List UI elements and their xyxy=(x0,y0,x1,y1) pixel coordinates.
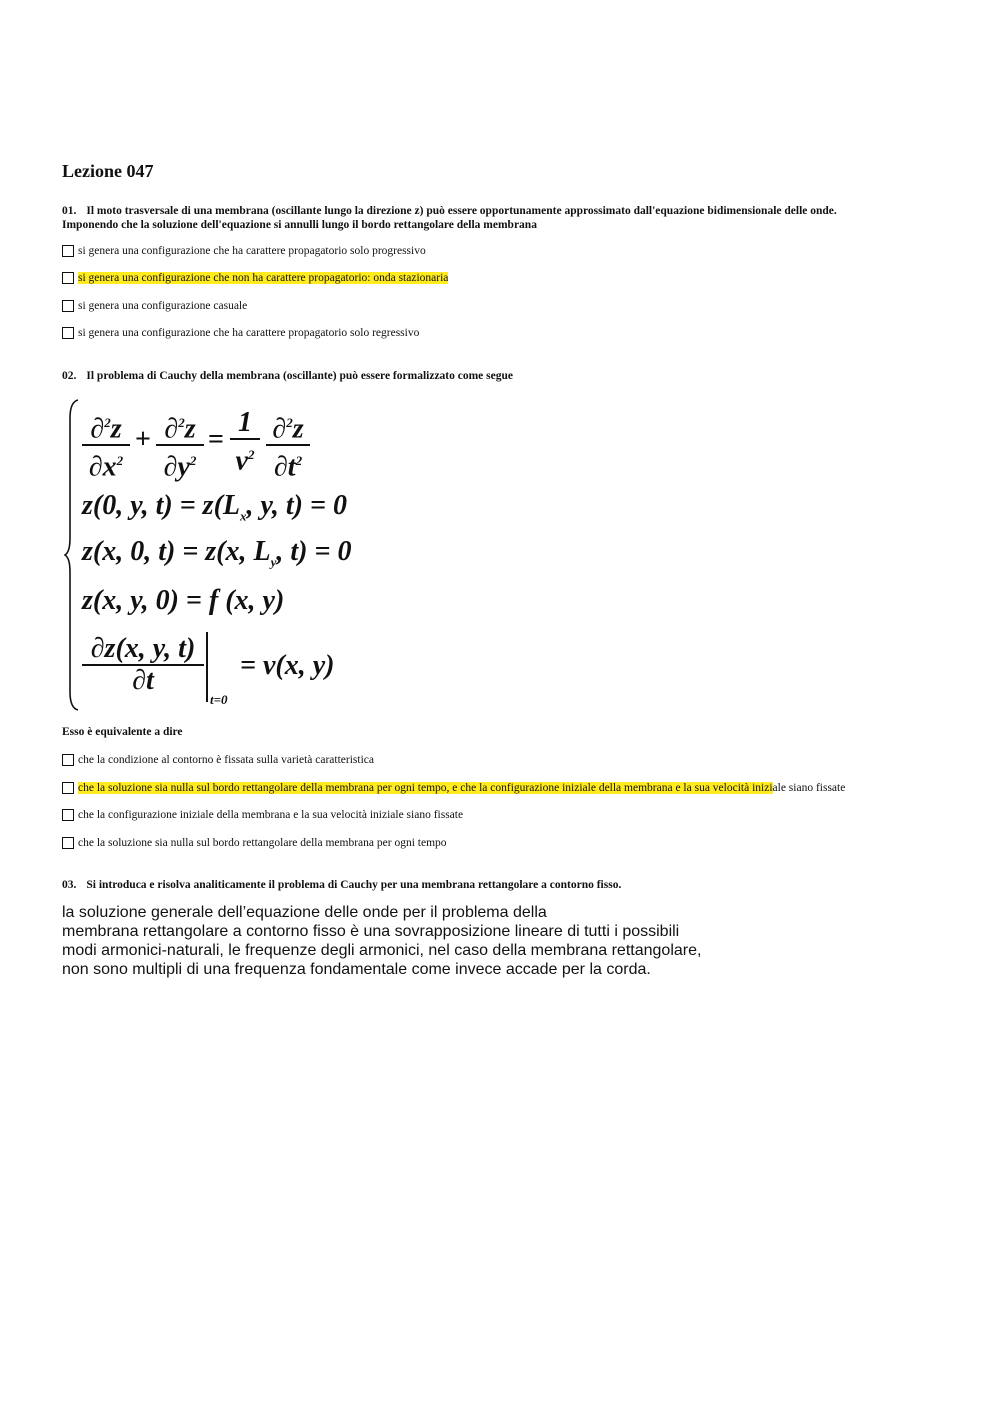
subheading: Esso è equivalente a dire xyxy=(62,726,183,738)
answer-option[interactable] xyxy=(62,243,426,259)
answer-line: la soluzione generale dell’equazione delle onde per il problema della xyxy=(62,904,547,921)
answer-option[interactable] xyxy=(62,752,374,768)
initial-velocity-rhs: = v(x, y) xyxy=(240,650,335,681)
answer-line: membrana rettangolare a contorno fisso è una sovrapposizione lineare di tutti i possibili xyxy=(62,923,680,940)
initial-configuration: z(x, y, 0) = f (x, y) xyxy=(82,585,285,616)
answer-option[interactable] xyxy=(62,298,247,314)
fraction-d2z-dt2: $\frac{\partial^2z}{\partial t^2}$ xyxy=(266,408,310,483)
answer-line: modi armonici-naturali, le frequenze degli armonici, nel caso della membrana rettangolare, xyxy=(62,942,702,959)
answer-option-selected[interactable] xyxy=(62,780,845,796)
fraction-dz-dt: $\frac{\partial z(x, y, t)}{\partial t}$ xyxy=(82,634,204,696)
option-label: si genera una configurazione che ha carattere propagatorio solo regressivo xyxy=(78,327,420,339)
answer-option-selected[interactable] xyxy=(62,270,448,286)
answer-line: non sono multipli di una frequenza fondamentale come invece accade per la corda. xyxy=(62,961,651,978)
equals-sign: = xyxy=(208,424,224,455)
boundary-condition-x: z(0, y, $t) = z(L_x$, y, t) = 0 xyxy=(82,490,347,524)
answer-option[interactable] xyxy=(62,835,447,851)
question-01 xyxy=(62,204,837,218)
question-text: Il problema di Cauchy della membrana (oscillante) può essere formalizzato come segue xyxy=(86,370,513,382)
option-label: che la configurazione iniziale della membrana e la sua velocità iniziale siano fissate xyxy=(78,809,464,821)
lesson-title: Lezione 047 xyxy=(62,161,154,181)
checkbox[interactable] xyxy=(62,837,74,849)
option-label-highlighted: si genera una configurazione che non ha carattere propagatorio: onda stazionaria xyxy=(78,272,449,284)
question-01-line2: Imponendo che la soluzione dell'equazione si annulli lungo il bordo rettangolare della membrana xyxy=(62,219,537,231)
evaluation-point: t=0 xyxy=(210,692,228,707)
open-answer xyxy=(62,903,701,979)
question-02 xyxy=(62,369,513,383)
checkbox[interactable] xyxy=(62,754,74,766)
option-label: si genera una configurazione casuale xyxy=(78,300,248,312)
fraction-d2z-dx2: $\frac{\partial^2z}{\partial x^2}$ xyxy=(82,408,130,483)
option-label: che la condizione al contorno è fissata sulla varietà caratteristica xyxy=(78,754,374,766)
question-number: 01. xyxy=(62,205,77,217)
checkbox[interactable] xyxy=(62,782,74,794)
checkbox[interactable] xyxy=(62,300,74,312)
plus-sign: + xyxy=(135,424,151,455)
question-text: Si introduca e risolva analiticamente il problema di Cauchy per una membrana rettangolare a contorno fisso. xyxy=(86,879,622,891)
checkbox[interactable] xyxy=(62,272,74,284)
cauchy-problem-system xyxy=(62,398,442,712)
answer-option[interactable] xyxy=(62,325,419,341)
option-label: si genera una configurazione che ha carattere propagatorio solo progressivo xyxy=(78,245,426,257)
evaluation-bar xyxy=(206,632,208,702)
fraction-1-v2: $\frac{1}{v^2}$ xyxy=(230,408,260,476)
checkbox[interactable] xyxy=(62,809,74,821)
option-label-rest: ale siano fissate xyxy=(772,782,846,794)
question-03 xyxy=(62,878,621,892)
answer-option[interactable] xyxy=(62,807,463,823)
left-brace-icon xyxy=(64,398,80,712)
checkbox[interactable] xyxy=(62,327,74,339)
option-label: che la soluzione sia nulla sul bordo rettangolare della membrana per ogni tempo xyxy=(78,837,447,849)
question-number: 03. xyxy=(62,879,77,891)
option-label-highlighted: che la soluzione sia nulla sul bordo rettangolare della membrana per ogni tempo, e che la configurazione iniziale della membrana e la sua velocità inizi xyxy=(78,782,773,794)
boundary-condition-y: z(x, 0, t) = z(x, $L_y$, t) = 0 xyxy=(82,536,352,570)
checkbox[interactable] xyxy=(62,245,74,257)
question-text-line1: Il moto trasversale di una membrana (oscillante lungo la direzione z) può essere opportunamente approssimato dall'equazione bidimensionale delle onde. xyxy=(86,205,837,217)
fraction-d2z-dy2: $\frac{\partial^2z}{\partial y^2}$ xyxy=(156,408,204,483)
question-number: 02. xyxy=(62,370,77,382)
